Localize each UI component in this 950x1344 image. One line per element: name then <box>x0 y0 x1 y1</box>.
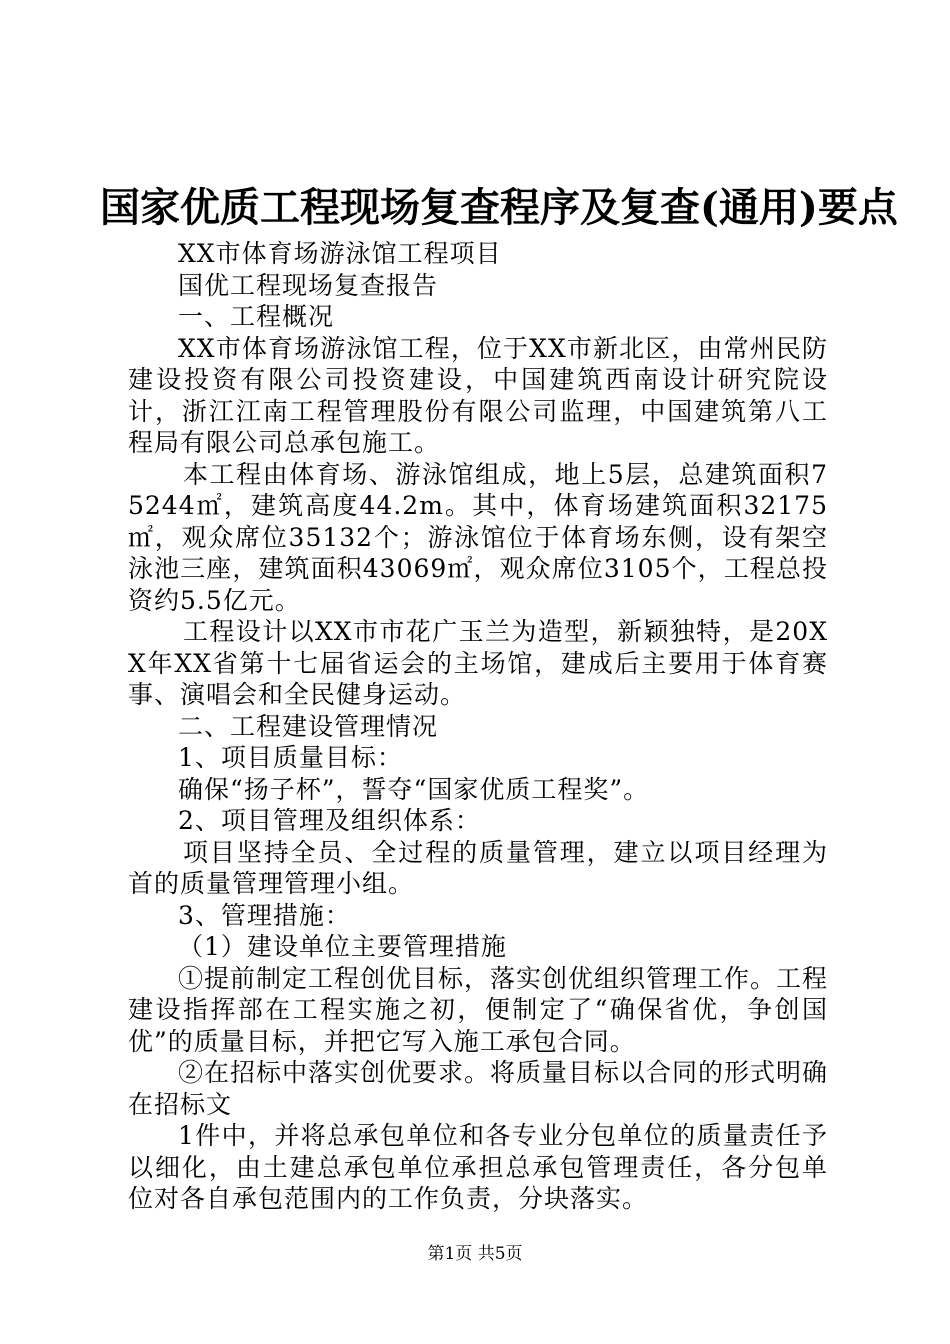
subheading-measures: 3、管理措施： <box>178 900 351 930</box>
paragraph-project-name: XX市体育场游泳馆工程项目 <box>178 239 502 268</box>
subheading-quality-goal: 1、项目质量目标： <box>178 743 403 772</box>
paragraph-measure-1: ①提前制定工程创优目标，落实创优组织管理工作。工程建设指挥部在工程实施之初，便制定了“确保省优，争创国优”的质量目标，并把它写入施工承包合同。 <box>128 963 829 1056</box>
paragraph-measure-2: ②在招标中落实创优要求。将质量目标以合同的形式明确在招标文 <box>128 1058 829 1119</box>
subheading-owner-measures: （1）建设单位主要管理措施 <box>178 932 507 961</box>
subheading-organization: 2、项目管理及组织体系： <box>178 806 481 835</box>
section-heading-management: 二、工程建设管理情况 <box>178 711 439 741</box>
paragraph-measure-2-cont: 1件中，并将总承包单位和各专业分包单位的质量责任予以细化，由土建总承包单位承担总承包管理责任，各分包单位对各自承包范围内的工作负责，分块落实。 <box>128 1121 828 1213</box>
page-footer: 第1页 共5页 <box>427 1244 523 1264</box>
paragraph-quality-goal: 确保“扬子杯”，誓夺“国家优质工程奖”。 <box>178 774 650 804</box>
paragraph-composition: 本工程由体育场、游泳馆组成，地上5层，总建筑面积75244㎡，建筑高度44.2m。其中，体育场建筑面积32175㎡，观众席位35132个；游泳馆位于体育场东侧，设有架空泳池三座，建筑面积43069㎡，观众席位3105个，工程总投资约5.5亿元。 <box>128 459 828 615</box>
paragraph-report-title: 国优工程现场复查报告 <box>178 270 439 300</box>
section-heading-overview: 一、工程概况 <box>178 302 335 331</box>
document-body <box>128 238 828 1215</box>
paragraph-overview: XX市体育场游泳馆工程，位于XX市新北区，由常州民防建设投资有限公司投资建设，中国建筑西南设计研究院设计，浙江江南工程管理股份有限公司监理，中国建筑第八工程局有限公司总承包施工。 <box>128 333 828 457</box>
document-title: 国家优质工程现场复查程序及复查(通用)要点 <box>100 184 898 231</box>
paragraph-organization: 项目坚持全员、全过程的质量管理，建立以项目经理为首的质量管理管理小组。 <box>128 837 828 898</box>
paragraph-design: 工程设计以XX市市花广玉兰为造型，新颖独特，是20XX年XX省第十七届省运会的主场馆，建成后主要用于体育赛事、演唱会和全民健身运动。 <box>128 617 828 709</box>
